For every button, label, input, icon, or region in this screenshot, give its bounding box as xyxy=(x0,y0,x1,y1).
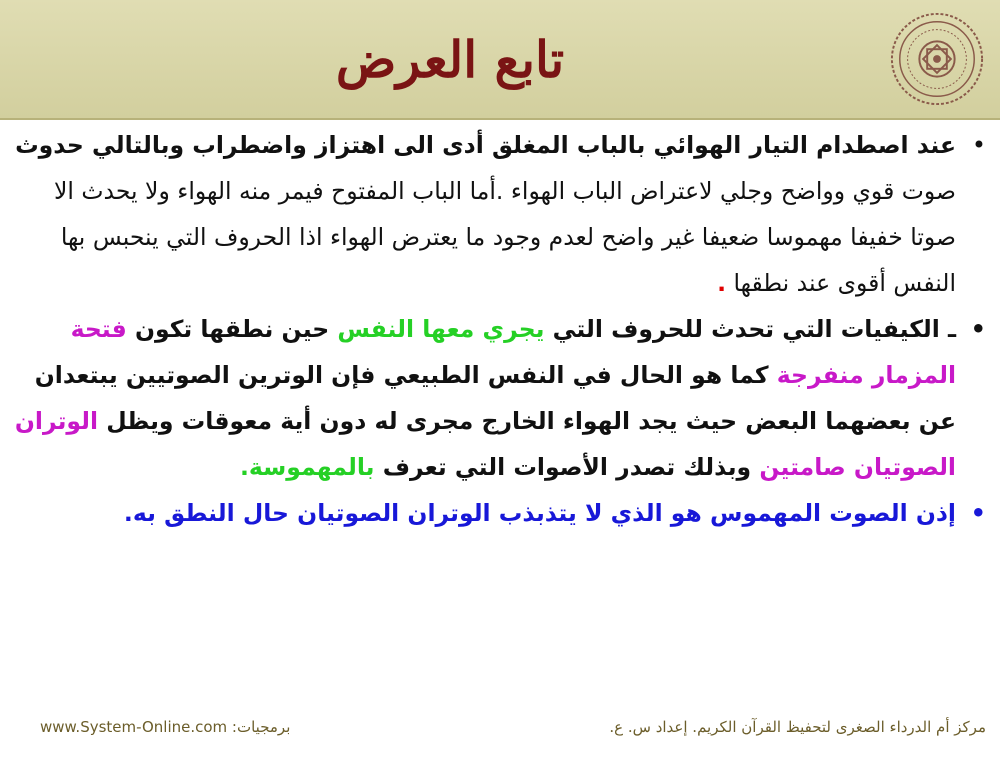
bullet-2-highlight-vocal-cords: الوتران الصوتيان صامتين xyxy=(14,407,956,481)
bullet-1 xyxy=(12,122,990,306)
bullet-2-highlight-breath: يجري معها النفس xyxy=(337,315,545,343)
bullet-3-text: إذن الصوت المهموس هو الذي لا يتذبذب الوتران الصوتيان حال النطق به. xyxy=(123,499,956,527)
bullet-2-highlight-whispered: بالمهموسة. xyxy=(239,453,375,481)
bullet-2-seg7: وبذلك تصدر الأصوات التي تعرف xyxy=(374,453,760,481)
bullet-marker: • xyxy=(971,131,986,159)
bullet-1-text: صوت قوي وواضح وجلي لاعتراض الباب الهواء .أما الباب المفتوح فيمر منه الهواء ولا يحدث الا صوتا خفيفا مهموسا ضعيفا غير واضح لعدم وجود ما يعترض الهواء اذا الحروف التي ينحبس بها النفس أقوى عند نطقها xyxy=(54,177,956,297)
islamic-medallion-icon xyxy=(888,10,986,108)
bullet-2 xyxy=(12,306,990,490)
bullet-marker: • xyxy=(970,499,986,527)
bullet-marker: • xyxy=(970,315,986,343)
bullet-2-highlight-glottis: فتحة المزمار منفرجة xyxy=(70,315,956,389)
slide-content xyxy=(12,122,990,702)
slide-title: تابع العرض xyxy=(335,30,565,89)
bullet-1-end-mark: . xyxy=(717,269,727,297)
footer-credit: برمجيات: www.System-Online.com xyxy=(40,718,291,736)
bullet-2-seg1: ـ الكيفيات التي تحدث للحروف التي xyxy=(544,315,956,343)
bullet-2-seg3: حين نطقها تكون xyxy=(126,315,338,343)
bullet-2-seg5: كما هو الحال في النفس الطبيعي فإن الوترين الصوتيين يبتعدان عن بعضهما البعض حيث يجد الهواء الخارج مجرى له دون أية معوقات ويظل xyxy=(34,361,956,435)
bullet-3 xyxy=(12,490,990,536)
bullet-1-bold-text: عند اصطدام التيار الهوائي بالباب المغلق أدى الى اهتزاز واضطراب وبالتالي حدوث xyxy=(15,131,956,159)
footer-center-name: مركز أم الدرداء الصغرى لتحفيظ القرآن الكريم. إعداد س. ع. xyxy=(609,718,986,736)
